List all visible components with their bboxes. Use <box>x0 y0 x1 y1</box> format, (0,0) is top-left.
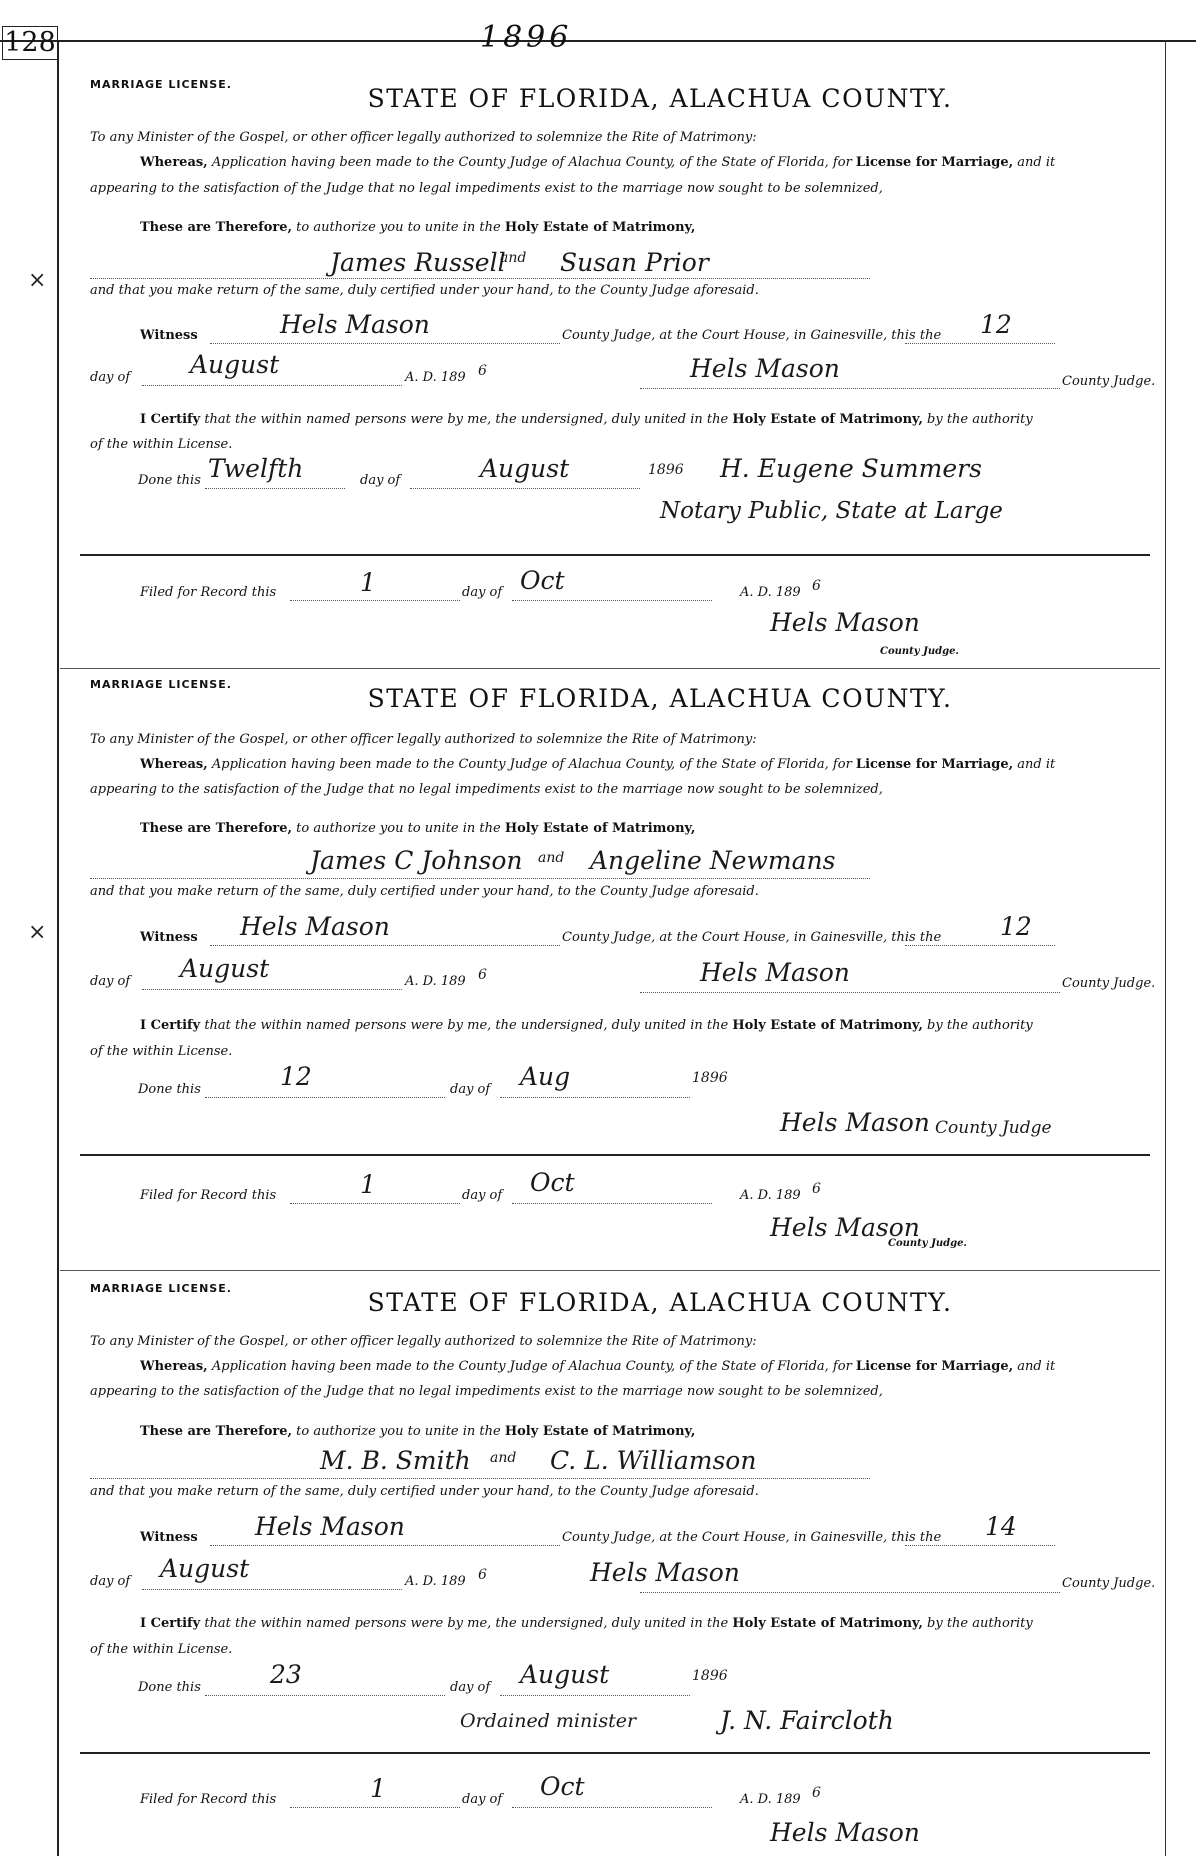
whereas-line <box>140 757 1055 772</box>
address-line: To any Minister of the Gospel, or other officer legally authorized to solemnize the Rite of Matrimony: <box>90 732 757 747</box>
whereas-word: Whereas, <box>140 155 208 170</box>
groom-name: M. B. Smith <box>320 1446 471 1475</box>
filed-day-line <box>290 1807 460 1808</box>
issued-day: 14 <box>985 1512 1017 1541</box>
holy-estate: Holy Estate of Matrimony, <box>732 412 923 427</box>
court-house-text: County Judge, at the Court House, in Gainesville, this the <box>562 1530 942 1545</box>
whereas-word: Whereas, <box>140 1359 208 1374</box>
witness-line <box>210 343 560 344</box>
bride-name: Susan Prior <box>560 248 709 277</box>
filed-month-line <box>512 1203 712 1204</box>
judge-signature: Hels Mason <box>690 354 840 383</box>
whereas-word: Whereas, <box>140 757 208 772</box>
within-license: of the within License. <box>90 1044 233 1059</box>
done-month: Aug <box>520 1062 571 1091</box>
year-heading: 1896 <box>480 20 573 55</box>
filed-day-line <box>290 1203 460 1204</box>
holy-estate: Holy Estate of Matrimony, <box>504 220 696 235</box>
day-of-label: day of <box>90 974 131 989</box>
marriage-license-3 <box>80 1282 1156 1852</box>
witness-signature: Hels Mason <box>280 310 430 339</box>
these-are-therefore: These are Therefore, <box>140 1424 293 1439</box>
return-line: and that you make return of the same, duly certified under your hand, to the County Judge aforesaid. <box>90 283 759 298</box>
license-title: STATE OF FLORIDA, ALACHUA COUNTY. <box>367 1288 953 1317</box>
license-divider <box>60 1270 1160 1271</box>
license-label: MARRIAGE LICENSE. <box>90 78 232 91</box>
issued-month: August <box>190 350 280 379</box>
witness-signature: Hels Mason <box>240 912 390 941</box>
margin-mark: × <box>28 268 47 293</box>
within-license: of the within License. <box>90 1642 233 1657</box>
filed-month-line <box>512 1807 712 1808</box>
section-divider <box>80 554 1150 556</box>
certify-line <box>140 1616 1033 1631</box>
done-month-line <box>500 1097 690 1098</box>
day-of-label: day of <box>90 370 131 385</box>
done-day-line <box>205 1097 445 1098</box>
license-for-marriage: License for Marriage, <box>855 1359 1014 1374</box>
marriage-license-2 <box>80 678 1156 1268</box>
issued-day-line <box>905 945 1055 946</box>
filed-month: Oct <box>540 1772 585 1801</box>
filed-month: Oct <box>520 566 565 595</box>
address-line: To any Minister of the Gospel, or other officer legally authorized to solemnize the Rite of Matrimony: <box>90 1334 757 1349</box>
done-day: 12 <box>280 1062 312 1091</box>
officiant-title: Ordained minister <box>460 1710 637 1732</box>
margin-mark: × <box>28 920 47 945</box>
day-of-label: day of <box>462 585 503 600</box>
filed-label: Filed for Record this <box>140 585 277 600</box>
these-are-therefore: These are Therefore, <box>140 220 293 235</box>
witness-line <box>210 1545 560 1546</box>
done-year: 1896 <box>648 462 684 478</box>
judge-signature: Hels Mason <box>700 958 850 987</box>
names-line <box>90 1478 870 1479</box>
officiant-signature: H. Eugene Summers <box>720 454 982 483</box>
license-divider <box>60 668 1160 669</box>
filed-year-digit: 6 <box>812 1181 821 1197</box>
done-this-label: Done this <box>138 1680 201 1695</box>
page-number: 128 <box>2 26 58 60</box>
bride-name: C. L. Williamson <box>550 1446 757 1475</box>
day-of-label: day of <box>90 1574 131 1589</box>
county-judge-label: County Judge. <box>1062 1576 1156 1591</box>
done-day-line <box>205 488 345 489</box>
application-text: Application having been made to the County Judge of Alachua County, of the State of Florida, for <box>211 155 852 170</box>
left-margin-rule <box>57 40 59 1856</box>
done-month-line <box>500 1695 690 1696</box>
ad-label: A. D. 189 <box>405 974 466 989</box>
day-of-label: day of <box>462 1188 503 1203</box>
issued-month: August <box>160 1554 250 1583</box>
filed-month-line <box>512 600 712 601</box>
officiant-title: Notary Public, State at Large <box>660 498 1003 524</box>
filed-year-digit: 6 <box>812 578 821 594</box>
judge-signature: Hels Mason <box>590 1558 740 1587</box>
application-text: Application having been made to the County Judge of Alachua County, of the State of Florida, for <box>211 757 852 772</box>
officiant-title: County Judge <box>935 1118 1052 1138</box>
i-certify: I Certify <box>140 1616 201 1631</box>
issued-month-line <box>142 1589 402 1590</box>
issued-year-digit: 6 <box>478 967 487 983</box>
names-line <box>90 878 870 879</box>
holy-estate: Holy Estate of Matrimony, <box>732 1616 923 1631</box>
and-it: and it <box>1017 757 1056 772</box>
issued-year-digit: 6 <box>478 1567 487 1583</box>
filed-day: 1 <box>360 1170 376 1199</box>
filed-ad-label: A. D. 189 <box>740 585 801 600</box>
i-certify: I Certify <box>140 1018 201 1033</box>
filed-month: Oct <box>530 1168 575 1197</box>
filed-day: 1 <box>360 568 376 597</box>
names-line <box>90 278 870 279</box>
officiant-signature: J. N. Faircloth <box>720 1706 894 1735</box>
and-word: and <box>490 1450 517 1466</box>
done-day: 23 <box>270 1660 302 1689</box>
certify-text: that the within named persons were by me, the undersigned, duly united in the <box>204 1616 729 1631</box>
bride-name: Angeline Newmans <box>590 846 836 875</box>
license-label: MARRIAGE LICENSE. <box>90 1282 232 1295</box>
address-line: To any Minister of the Gospel, or other officer legally authorized to solemnize the Rite of Matrimony: <box>90 130 757 145</box>
county-judge-label: County Judge. <box>1062 374 1156 389</box>
whereas-line <box>140 155 1055 170</box>
done-month: August <box>480 454 570 483</box>
by-authority: by the authority <box>927 412 1033 427</box>
witness-label: Witness <box>140 328 198 343</box>
filed-ad-label: A. D. 189 <box>740 1792 801 1807</box>
by-authority: by the authority <box>927 1616 1033 1631</box>
court-house-text: County Judge, at the Court House, in Gainesville, this the <box>562 328 942 343</box>
filed-signature: Hels Mason <box>770 1213 920 1242</box>
done-day-line <box>205 1695 445 1696</box>
certify-line <box>140 1018 1033 1033</box>
officiant-signature: Hels Mason <box>780 1108 930 1137</box>
judge-line <box>640 992 1060 993</box>
filed-day: 1 <box>370 1774 386 1803</box>
and-it: and it <box>1017 1359 1056 1374</box>
issued-day: 12 <box>1000 912 1032 941</box>
authorize-line <box>140 1424 695 1439</box>
authorize-text: to authorize you to unite in the <box>296 1424 501 1439</box>
filed-label: Filed for Record this <box>140 1188 277 1203</box>
witness-line <box>210 945 560 946</box>
right-margin-rule <box>1165 40 1166 1856</box>
return-line: and that you make return of the same, duly certified under your hand, to the County Judge aforesaid. <box>90 884 759 899</box>
license-for-marriage: License for Marriage, <box>855 757 1014 772</box>
certify-text: that the within named persons were by me, the undersigned, duly united in the <box>204 1018 729 1033</box>
application-text: Application having been made to the County Judge of Alachua County, of the State of Florida, for <box>211 1359 852 1374</box>
groom-name: James Russell <box>330 248 506 277</box>
filed-signature: Hels Mason <box>770 608 920 637</box>
day-of-label: day of <box>360 473 401 488</box>
license-label: MARRIAGE LICENSE. <box>90 678 232 691</box>
authorize-line <box>140 220 695 235</box>
judge-line <box>640 1592 1060 1593</box>
authorize-text: to authorize you to unite in the <box>296 220 501 235</box>
section-divider <box>80 1154 1150 1156</box>
day-of-label: day of <box>450 1680 491 1695</box>
judge-line <box>640 388 1060 389</box>
license-title: STATE OF FLORIDA, ALACHUA COUNTY. <box>367 84 953 113</box>
filed-county-judge: County Judge. <box>888 1238 967 1249</box>
county-judge-label: County Judge. <box>1062 976 1156 991</box>
day-of-label: day of <box>462 1792 503 1807</box>
appearing-line: appearing to the satisfaction of the Judge that no legal impediments exist to the marriage now sought to be solemnized, <box>90 782 883 797</box>
done-this-label: Done this <box>138 1082 201 1097</box>
holy-estate: Holy Estate of Matrimony, <box>504 1424 696 1439</box>
certify-line <box>140 412 1033 427</box>
holy-estate: Holy Estate of Matrimony, <box>504 821 696 836</box>
done-month-line <box>410 488 640 489</box>
witness-signature: Hels Mason <box>255 1512 405 1541</box>
marriage-license-1 <box>80 78 1156 678</box>
license-for-marriage: License for Marriage, <box>855 155 1014 170</box>
appearing-line: appearing to the satisfaction of the Judge that no legal impediments exist to the marriage now sought to be solemnized, <box>90 181 883 196</box>
license-title: STATE OF FLORIDA, ALACHUA COUNTY. <box>367 684 953 713</box>
return-line: and that you make return of the same, duly certified under your hand, to the County Judge aforesaid. <box>90 1484 759 1499</box>
section-divider <box>80 1752 1150 1754</box>
day-of-label: day of <box>450 1082 491 1097</box>
appearing-line: appearing to the satisfaction of the Judge that no legal impediments exist to the marriage now sought to be solemnized, <box>90 1384 883 1399</box>
filed-county-judge: County Judge. <box>880 646 959 657</box>
ad-label: A. D. 189 <box>405 370 466 385</box>
witness-label: Witness <box>140 930 198 945</box>
filed-day-line <box>290 600 460 601</box>
filed-signature: Hels Mason <box>770 1818 920 1847</box>
done-day: Twelfth <box>208 454 304 483</box>
filed-ad-label: A. D. 189 <box>740 1188 801 1203</box>
issued-day: 12 <box>980 310 1012 339</box>
witness-label: Witness <box>140 1530 198 1545</box>
ad-label: A. D. 189 <box>405 1574 466 1589</box>
certify-text: that the within named persons were by me, the undersigned, duly united in the <box>204 412 729 427</box>
issued-month-line <box>142 385 402 386</box>
issued-month-line <box>142 989 402 990</box>
authorize-text: to authorize you to unite in the <box>296 821 501 836</box>
within-license: of the within License. <box>90 437 233 452</box>
filed-year-digit: 6 <box>812 1785 821 1801</box>
issued-month: August <box>180 954 270 983</box>
issued-day-line <box>905 1545 1055 1546</box>
i-certify: I Certify <box>140 412 201 427</box>
done-this-label: Done this <box>138 473 201 488</box>
done-year: 1896 <box>692 1668 728 1684</box>
top-rule <box>0 40 1196 42</box>
and-word: and <box>500 250 527 266</box>
by-authority: by the authority <box>927 1018 1033 1033</box>
whereas-line <box>140 1359 1055 1374</box>
filed-label: Filed for Record this <box>140 1792 277 1807</box>
groom-name: James C Johnson <box>310 846 523 875</box>
done-year: 1896 <box>692 1070 728 1086</box>
court-house-text: County Judge, at the Court House, in Gainesville, this the <box>562 930 942 945</box>
holy-estate: Holy Estate of Matrimony, <box>732 1018 923 1033</box>
done-month: August <box>520 1660 610 1689</box>
authorize-line <box>140 821 695 836</box>
and-word: and <box>538 850 565 866</box>
issued-year-digit: 6 <box>478 363 487 379</box>
these-are-therefore: These are Therefore, <box>140 821 293 836</box>
and-it: and it <box>1017 155 1056 170</box>
issued-day-line <box>905 343 1055 344</box>
